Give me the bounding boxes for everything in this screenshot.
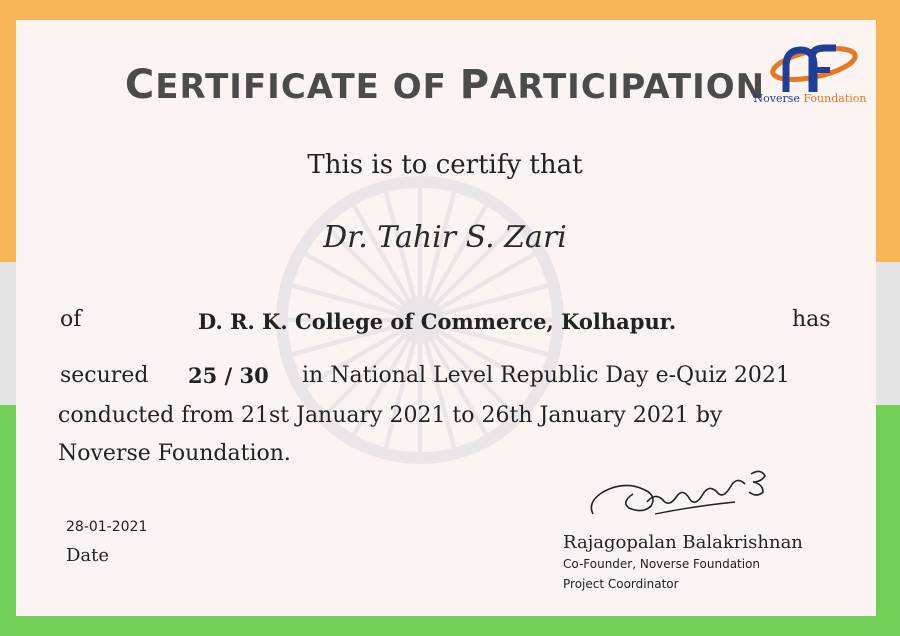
- signatory-name: Rajagopalan Balakrishnan: [563, 532, 803, 553]
- intro-text: This is to certify that: [307, 150, 583, 180]
- organizer-line: Noverse Foundation.: [58, 441, 291, 466]
- date-label: Date: [66, 545, 110, 566]
- signature-icon: [585, 462, 775, 530]
- recipient-name: Dr. Tahir S. Zari: [323, 220, 567, 255]
- has-label: has: [792, 307, 831, 332]
- certificate-title: CERTIFICATE OF PARTICIPATION: [124, 62, 766, 108]
- secured-label: secured: [60, 363, 149, 388]
- issue-date-value: 28-01-2021: [66, 519, 148, 535]
- conducted-line: conducted from 21st January 2021 to 26th January 2021 by: [58, 403, 723, 428]
- event-line: in National Level Republic Day e-Quiz 2021: [302, 363, 790, 388]
- signatory-title: Co-Founder, Noverse Foundation: [563, 557, 761, 571]
- score-value: 25 / 30: [188, 363, 269, 388]
- of-label: of: [60, 307, 82, 332]
- signatory-role: Project Coordinator: [563, 577, 679, 591]
- logo-wordmark: Noverse Foundation: [753, 92, 867, 105]
- institution-name: D. R. K. College of Commerce, Kolhapur.: [198, 309, 677, 334]
